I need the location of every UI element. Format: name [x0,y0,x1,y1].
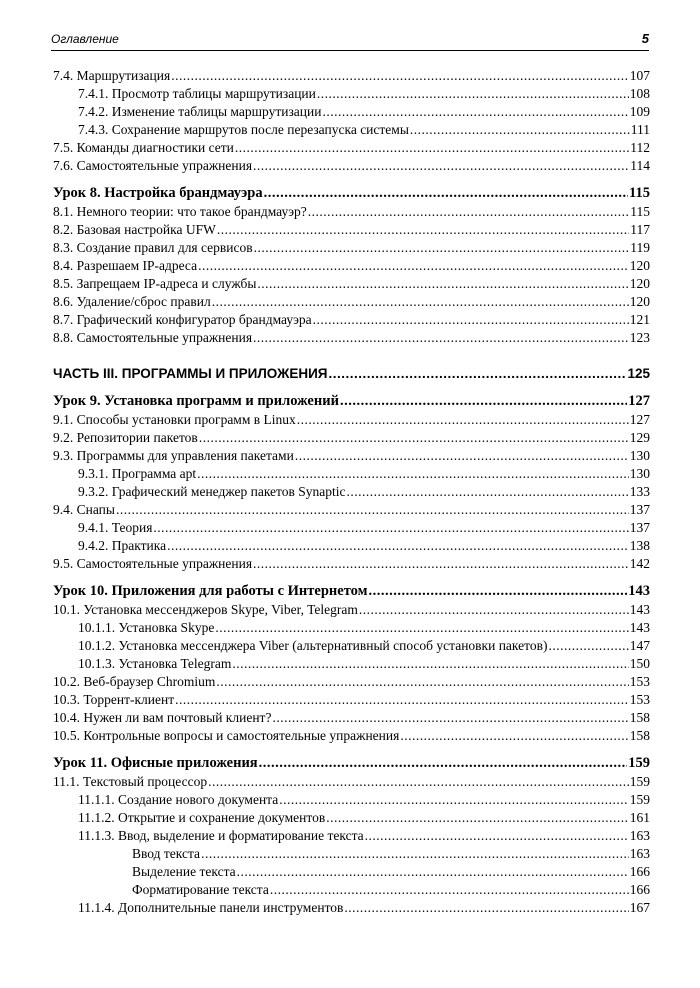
toc-entry-title: ЧАСТЬ III. ПРОГРАММЫ И ПРИЛОЖЕНИЯ [53,366,328,381]
toc-entry[interactable] [53,501,650,519]
toc-lesson-heading[interactable] [53,391,650,411]
dot-leader [201,845,629,863]
toc-entry-page-number: 120 [629,276,650,291]
dot-leader [197,465,629,483]
dot-leader [317,85,629,103]
toc-entry-page-number: 109 [629,104,650,119]
toc-entry-page-number: 121 [629,312,650,327]
toc-entry-title: Ввод текста [132,846,201,861]
toc-entry-title: 10.1. Установка мессенджеров Skype, Viber, Telegram [53,602,358,617]
toc-entry-page-number: 143 [628,583,650,599]
dot-leader [365,827,629,845]
toc-entry-title: 8.1. Немного теории: что такое брандмауэр? [53,204,307,219]
toc-entry-title: 11.1. Текстовый процессор [53,774,208,789]
toc-entry[interactable] [53,791,650,809]
dot-leader [359,601,629,619]
dot-leader [259,753,628,773]
dot-leader [326,809,629,827]
toc-entry-page-number: 163 [629,828,650,843]
toc-entry-page-number: 153 [629,674,650,689]
toc-entry-page-number: 133 [629,484,650,499]
dot-leader [199,429,629,447]
toc-entry-title: 7.5. Команды диагностики сети [53,140,234,155]
dot-leader [217,221,629,239]
toc-entry[interactable] [53,103,650,121]
toc-entry-page-number: 130 [629,466,650,481]
dot-leader [272,709,628,727]
dot-leader [257,275,628,293]
toc-entry-title: 7.4.3. Сохранение маршрутов после перезапуска системы [78,122,409,137]
toc-entry-page-number: 163 [629,846,650,861]
toc-entry[interactable] [53,483,650,501]
toc-spacer [53,573,650,581]
toc-entry-title: Урок 8. Настройка брандмауэра [53,185,263,201]
toc-entry-page-number: 166 [629,864,650,879]
toc-spacer [53,745,650,753]
toc-entry-title: Выделение текста [132,864,236,879]
toc-entry-page-number: 111 [630,122,650,137]
toc-entry[interactable] [53,221,650,239]
toc-entry-page-number: 150 [629,656,650,671]
toc-entry-title: 8.3. Создание правил для сервисов [53,240,253,255]
toc-entry[interactable] [53,809,650,827]
toc-entry-page-number: 137 [629,520,650,535]
dot-leader [254,239,630,257]
toc-entry-page-number: 159 [628,755,650,771]
toc-entry-title: Урок 9. Установка программ и приложений [53,393,339,409]
toc-entry-page-number: 158 [629,728,650,743]
toc-entry-title: 10.1.1. Установка Skype [78,620,215,635]
dot-leader [253,157,629,175]
dot-leader [270,881,629,899]
toc-entry[interactable] [53,275,650,293]
toc-entry-page-number: 125 [627,366,650,381]
dot-leader [215,619,628,637]
toc-part-heading[interactable] [53,365,650,383]
dot-leader [198,257,629,275]
dot-leader [235,139,629,157]
toc-entry-page-number: 159 [629,774,650,789]
dot-leader [232,655,628,673]
toc-entry[interactable] [53,139,650,157]
toc-entry-page-number: 115 [630,204,650,219]
toc-entry-title: 9.5. Самостоятельные упражнения [53,556,253,571]
toc-entry[interactable] [53,881,650,899]
toc-entry-page-number: 112 [630,140,650,155]
toc-entry-page-number: 161 [629,810,650,825]
dot-leader [153,519,628,537]
toc-entry[interactable] [53,311,650,329]
toc-entry-page-number: 127 [628,393,650,409]
toc-spacer [53,383,650,391]
toc-entry[interactable] [53,601,650,619]
dot-leader [253,555,629,573]
toc-entry-title: 9.3.1. Программа apt [78,466,197,481]
toc-entry-title: 8.5. Запрещаем IP-адреса и службы [53,276,257,291]
toc-entry[interactable] [53,429,650,447]
toc-entry-page-number: 130 [629,448,650,463]
toc-entry-page-number: 114 [630,158,650,173]
toc-entry-page-number: 143 [629,620,650,635]
toc-entry-page-number: 129 [629,430,650,445]
toc-entry-title: 10.1.3. Установка Telegram [78,656,232,671]
toc-entry[interactable] [53,727,650,745]
toc-entry-title: 8.2. Базовая настройка UFW [53,222,216,237]
toc-entry-title: 11.1.3. Ввод, выделение и форматирование текста [78,828,364,843]
toc-entry[interactable] [53,655,650,673]
toc-entry-page-number: 120 [629,258,650,273]
toc-lesson-heading[interactable] [53,183,650,203]
toc-entry-title: Урок 10. Приложения для работы с Интернетом [53,583,368,599]
toc-entry-title: Урок 11. Офисные приложения [53,755,258,771]
dot-leader [347,483,629,501]
toc-entry-title: 8.8. Самостоятельные упражнения [53,330,253,345]
toc-entry-page-number: 159 [629,792,650,807]
toc-entry[interactable] [53,619,650,637]
dot-leader [340,391,627,411]
toc-entry-page-number: 108 [629,86,650,101]
toc-entry[interactable] [53,845,650,863]
toc-entry-page-number: 153 [629,692,650,707]
dot-leader [264,183,628,203]
toc-entry-title: 8.6. Удаление/сброс правил [53,294,211,309]
dot-leader [297,411,629,429]
toc-entry-page-number: 138 [629,538,650,553]
toc-entry[interactable] [53,157,650,175]
toc-entry-title: 7.4.1. Просмотр таблицы маршрутизации [78,86,316,101]
toc-entry-title: 9.4.2. Практика [78,538,167,553]
toc-entry[interactable] [53,637,650,655]
toc-entry[interactable] [53,465,650,483]
toc-entry-title: 9.2. Репозитории пакетов [53,430,198,445]
dot-leader [368,581,627,601]
toc-entry-page-number: 117 [630,222,650,237]
toc-entry[interactable] [53,827,650,845]
toc-entry-title: 9.3. Программы для управления пакетами [53,448,294,463]
toc-entry-title: 8.7. Графический конфигуратор брандмауэра [53,312,312,327]
toc-entry[interactable] [53,709,650,727]
dot-leader [212,293,629,311]
dot-leader [167,537,629,555]
toc-entry[interactable] [53,121,650,139]
toc-entry[interactable] [53,691,650,709]
dot-leader [329,365,627,383]
toc-entry-page-number: 158 [629,710,650,725]
toc-entry-page-number: 143 [629,602,650,617]
dot-leader [548,637,628,655]
dot-leader [295,447,629,465]
dot-leader [216,673,628,691]
dot-leader [313,311,629,329]
dot-leader [410,121,630,139]
toc-entry-title: Форматирование текста [132,882,269,897]
toc-entry-title: 10.3. Торрент-клиент [53,692,175,707]
toc-entry-page-number: 137 [629,502,650,517]
table-of-contents [53,67,650,917]
toc-entry[interactable] [53,257,650,275]
toc-entry[interactable] [53,863,650,881]
toc-entry-title: 11.1.1. Создание нового документа [78,792,279,807]
toc-entry[interactable] [53,555,650,573]
toc-entry-page-number: 142 [629,556,650,571]
toc-entry-title: 10.1.2. Установка мессенджера Viber (альтернативный способ установки пакетов) [78,638,548,653]
toc-spacer [53,175,650,183]
toc-entry[interactable] [53,537,650,555]
dot-leader [279,791,629,809]
toc-entry[interactable] [53,899,650,917]
toc-entry-page-number: 123 [629,330,650,345]
toc-entry[interactable] [53,239,650,257]
toc-entry-page-number: 127 [629,412,650,427]
toc-entry-title: 8.4. Разрешаем IP-адреса [53,258,198,273]
toc-entry-page-number: 167 [629,900,650,915]
toc-entry[interactable] [53,203,650,221]
dot-leader [175,691,629,709]
toc-entry-title: 9.4.1. Теория [78,520,153,535]
toc-entry[interactable] [53,85,650,103]
toc-entry-title: 10.5. Контрольные вопросы и самостоятельные упражнения [53,728,400,743]
toc-entry[interactable] [53,673,650,691]
toc-entry-page-number: 120 [629,294,650,309]
toc-lesson-heading[interactable] [53,581,650,601]
toc-entry[interactable] [53,447,650,465]
dot-leader [322,103,628,121]
toc-lesson-heading[interactable] [53,753,650,773]
toc-entry-page-number: 166 [629,882,650,897]
dot-leader [253,329,629,347]
toc-spacer [53,347,650,365]
toc-entry-page-number: 119 [630,240,650,255]
toc-entry[interactable] [53,329,650,347]
toc-entry[interactable] [53,411,650,429]
dot-leader [400,727,628,745]
toc-entry-title: 9.4. Снапы [53,502,115,517]
dot-leader [171,67,629,85]
toc-entry-title: 11.1.4. Дополнительные панели инструментов [78,900,344,915]
toc-entry-page-number: 147 [629,638,650,653]
dot-leader [116,501,629,519]
dot-leader [344,899,628,917]
toc-entry-title: 7.4. Маршрутизация [53,68,171,83]
toc-entry-title: 10.4. Нужен ли вам почтовый клиент? [53,710,272,725]
toc-entry[interactable] [53,773,650,791]
toc-entry[interactable] [53,519,650,537]
toc-entry-page-number: 115 [629,185,650,201]
header-title: Оглавление [51,32,119,46]
dot-leader [208,773,629,791]
toc-entry-title: 9.3.2. Графический менеджер пакетов Synaptic [78,484,346,499]
dot-leader [237,863,629,881]
toc-entry-title: 9.1. Способы установки программ в Linux [53,412,296,427]
toc-entry[interactable] [53,293,650,311]
header-page-number: 5 [641,31,649,46]
toc-entry-title: 7.4.2. Изменение таблицы маршрутизации [78,104,322,119]
toc-entry-page-number: 107 [629,68,650,83]
toc-entry-title: 11.1.2. Открытие и сохранение документов [78,810,326,825]
toc-entry[interactable] [53,67,650,85]
dot-leader [308,203,629,221]
toc-entry-title: 10.2. Веб-браузер Chromium [53,674,216,689]
toc-entry-title: 7.6. Самостоятельные упражнения [53,158,253,173]
running-header [51,30,649,51]
